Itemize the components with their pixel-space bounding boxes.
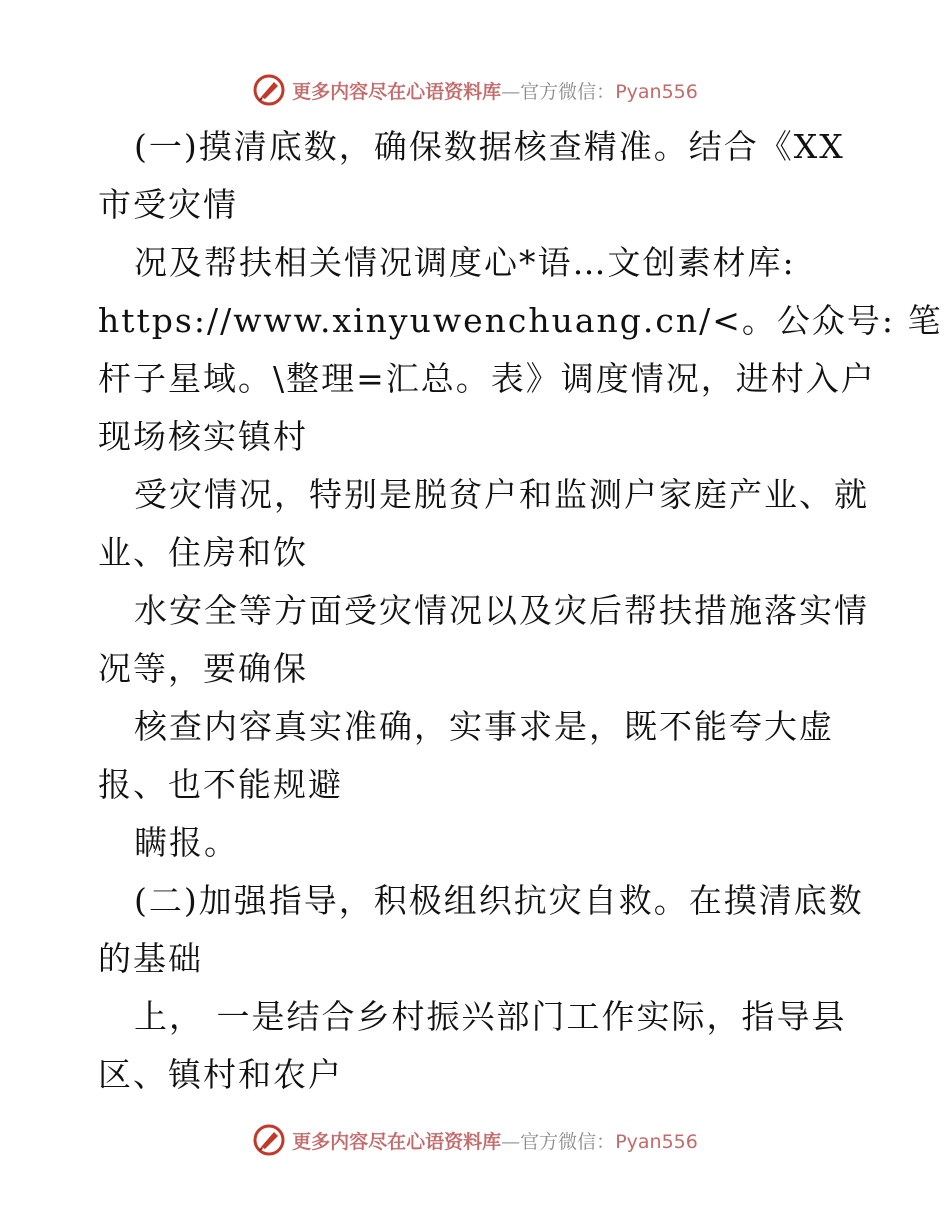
banner-main: 更多内容尽在心语资料库	[292, 80, 502, 103]
body-line: 市受灾情	[98, 185, 238, 224]
banner-text	[292, 1127, 698, 1154]
body-line: 区、镇村和农户	[98, 1055, 343, 1094]
footer-banner	[0, 1120, 950, 1160]
body-line: https://www.xinyuwenchuang.cn/<。公众号: 笔	[98, 301, 943, 340]
banner-wechat: Pyan556	[615, 1130, 698, 1153]
body-line: 上， 一是结合乡村振兴部门工作实际，指导县	[134, 997, 847, 1036]
brand-logo-icon	[252, 73, 286, 107]
banner-dash: —	[501, 1130, 521, 1153]
body-line: (一)摸清底数，确保数据核查精准。结合《XX	[134, 127, 845, 166]
body-line: 受灾情况，特别是脱贫户和监测户家庭产业、就	[134, 475, 869, 514]
banner-dash: —	[501, 80, 521, 103]
body-line: 况等，要确保	[98, 649, 308, 688]
body-line: 业、住房和饮	[98, 533, 308, 572]
banner-main: 更多内容尽在心语资料库	[292, 1130, 502, 1153]
body-line: 况及帮扶相关情况调度心*语…文创素材库:	[134, 243, 796, 282]
body-line: 瞒报。	[134, 823, 239, 862]
header-banner	[0, 70, 950, 110]
document-body	[98, 118, 943, 1104]
banner-text	[292, 77, 698, 104]
body-line: 现场核实镇村	[98, 417, 308, 456]
body-line: 的基础	[98, 939, 203, 978]
banner-sub: 官方微信：	[520, 1130, 616, 1153]
body-line: (二)加强指导，积极组织抗灾自救。在摸清底数	[134, 881, 864, 920]
body-line: 杆子星域。\整理=汇总。表》调度情况，进村入户	[98, 359, 876, 398]
body-line: 报、也不能规避	[98, 765, 343, 804]
body-line: 核查内容真实准确，实事求是，既不能夸大虚	[134, 707, 834, 746]
banner-wechat: Pyan556	[615, 80, 698, 103]
brand-logo-icon	[252, 1123, 286, 1157]
banner-sub: 官方微信：	[520, 80, 616, 103]
body-line: 水安全等方面受灾情况以及灾后帮扶措施落实情	[134, 591, 869, 630]
